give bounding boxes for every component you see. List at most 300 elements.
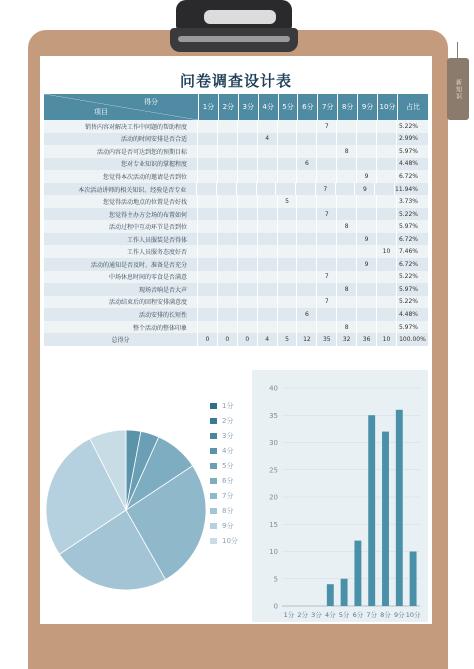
score-cell: 8 [337, 321, 357, 334]
legend-item [210, 503, 250, 518]
score-cell [237, 183, 257, 196]
survey-table [44, 94, 428, 346]
score-cell [198, 208, 218, 221]
score-cell [258, 271, 278, 284]
row-item-label: 整个活动的整体印象 [44, 321, 198, 334]
score-cell [297, 245, 317, 258]
score-cell [238, 258, 258, 271]
score-cell [317, 321, 337, 334]
score-cell [278, 170, 298, 183]
score-cell [278, 258, 298, 271]
score-cell [317, 220, 337, 233]
row-item-label: 活动的通知是否及时、准备是否充分 [44, 258, 198, 271]
score-cell [198, 245, 218, 258]
side-tag [447, 42, 469, 122]
row-item-label: 销售内容对解决工作中问题的帮助程度 [44, 120, 198, 133]
x-tick-label: 2分 [297, 611, 309, 619]
y-tick-label: 0 [273, 602, 278, 611]
score-cell: 5 [278, 195, 298, 208]
legend-swatch [210, 508, 217, 514]
score-cell: 0 [218, 333, 238, 346]
score-cell [276, 183, 296, 196]
clipboard-clip [170, 0, 298, 52]
score-cell [278, 308, 298, 321]
score-cell [357, 145, 377, 158]
x-tick-label: 3分 [311, 611, 322, 619]
legend-label: 7分 [222, 491, 234, 500]
score-cell [377, 208, 397, 221]
bar [396, 410, 403, 606]
row-percent: 100.00% [399, 336, 426, 344]
score-cell [297, 220, 317, 233]
score-cell [258, 296, 278, 309]
score-cell: 9 [357, 233, 377, 246]
table-row [44, 308, 428, 321]
row-percent: 4.48% [398, 160, 418, 168]
score-cell [377, 133, 397, 146]
score-cell [198, 133, 218, 146]
score-cell [297, 133, 317, 146]
score-cell [357, 271, 377, 284]
row-item-label: 现场音响是否大声 [44, 283, 198, 296]
score-cell [238, 271, 258, 284]
score-cell [238, 120, 258, 133]
x-tick-label: 5分 [338, 611, 350, 619]
x-tick-label: 1分 [283, 611, 295, 619]
score-cell [297, 170, 317, 183]
score-cell: 0 [198, 333, 218, 346]
score-cell [198, 308, 218, 321]
score-cell [258, 283, 278, 296]
score-cell: 8 [337, 283, 357, 296]
score-cell [297, 271, 317, 284]
score-cell [258, 158, 278, 171]
clip-slot [204, 10, 276, 24]
table-row [44, 296, 428, 309]
score-cell [258, 208, 278, 221]
score-cell [297, 321, 317, 334]
total-row [44, 333, 428, 346]
score-column-header: 5分 [279, 94, 299, 120]
legend-label: 10分 [222, 536, 238, 545]
score-cell: 7 [316, 183, 336, 196]
table-row [44, 245, 428, 258]
score-cell [278, 233, 298, 246]
score-cell [258, 245, 278, 258]
row-percent: 2.99% [398, 135, 418, 143]
clip-top [176, 0, 292, 30]
score-cell [357, 245, 377, 258]
legend-swatch [210, 433, 217, 439]
score-cell [198, 145, 218, 158]
row-item-label: 您觉得本次活动的邀请是否到位 [44, 170, 198, 183]
score-cell: 9 [357, 258, 377, 271]
score-cell [238, 321, 258, 334]
score-column-header: 8分 [338, 94, 358, 120]
score-cell [278, 133, 298, 146]
score-cell [357, 283, 377, 296]
score-cell [218, 296, 238, 309]
header-score-label: 得分 [144, 98, 158, 106]
y-tick-label: 20 [269, 493, 278, 502]
score-cell [238, 308, 258, 321]
score-cell [278, 220, 298, 233]
score-cell [258, 120, 278, 133]
score-cell [357, 308, 377, 321]
row-item-label: 中场休息时间的零食是否满意 [44, 271, 198, 284]
x-tick-label: 6分 [352, 611, 364, 619]
y-tick-label: 35 [269, 411, 278, 420]
row-item-label: 总得分 [44, 333, 198, 346]
score-cell [297, 208, 317, 221]
score-cell [317, 158, 337, 171]
score-cell [217, 183, 237, 196]
row-item-label: 本次活动讲师的相关知识、经验是否专业 [44, 183, 197, 196]
score-cell [377, 170, 397, 183]
score-cell [198, 321, 218, 334]
score-cell [317, 170, 337, 183]
y-tick-label: 25 [269, 466, 278, 475]
score-cell: 5 [278, 333, 298, 346]
score-cell: 7 [317, 271, 337, 284]
score-cell [238, 170, 258, 183]
score-column-headers [199, 94, 398, 120]
row-percent: 5.97% [398, 147, 418, 155]
score-cell [218, 195, 238, 208]
legend-item [210, 518, 250, 533]
score-cell [218, 308, 238, 321]
score-cell [238, 145, 258, 158]
bar [354, 541, 361, 606]
score-cell [377, 220, 397, 233]
score-cell [198, 258, 218, 271]
row-percent: 5.97% [398, 285, 418, 293]
score-cell: 12 [297, 333, 317, 346]
score-cell [357, 208, 377, 221]
legend-swatch [210, 463, 217, 469]
score-cell [198, 120, 218, 133]
legend-swatch [210, 403, 217, 409]
score-cell [218, 145, 238, 158]
row-item-label: 您觉得主办方会场的布置如何 [44, 208, 198, 221]
legend-swatch [210, 493, 217, 499]
score-cell [317, 145, 337, 158]
table-row [44, 120, 428, 133]
row-percent: 6.72% [398, 172, 418, 180]
score-cell [218, 271, 238, 284]
score-cell [297, 233, 317, 246]
bar [368, 415, 375, 606]
score-cell [337, 308, 357, 321]
score-cell: 6 [297, 308, 317, 321]
score-column-header: 9分 [358, 94, 378, 120]
score-cell: 6 [297, 158, 317, 171]
legend-item [210, 458, 250, 473]
row-item-label: 您觉得活动地点的位置是否好找 [44, 195, 198, 208]
score-cell [218, 233, 238, 246]
score-cell [337, 233, 357, 246]
score-cell [377, 308, 397, 321]
score-cell [218, 133, 238, 146]
row-item-label: 活动结束后的回程安排满意度 [44, 296, 198, 309]
bar [382, 432, 389, 606]
row-item-label: 活动安排的长短性 [44, 308, 198, 321]
legend-swatch [210, 478, 217, 484]
header-item-label: 项目 [94, 108, 108, 116]
score-cell: 9 [357, 170, 377, 183]
score-cell [297, 145, 317, 158]
score-cell: 7 [317, 120, 337, 133]
score-cell [218, 283, 238, 296]
y-tick-label: 10 [269, 548, 278, 556]
score-cell [198, 220, 218, 233]
row-percent: 5.97% [398, 323, 418, 331]
score-cell [377, 321, 397, 334]
score-cell [218, 258, 238, 271]
table-row [44, 208, 428, 221]
score-cell [278, 158, 298, 171]
score-cell [218, 120, 238, 133]
score-cell [198, 170, 218, 183]
score-cell [218, 208, 238, 221]
score-cell [278, 271, 298, 284]
score-cell [357, 158, 377, 171]
score-cell: 8 [337, 220, 357, 233]
score-cell [258, 145, 278, 158]
y-tick-label: 30 [269, 439, 278, 447]
row-percent: 5.22% [398, 273, 418, 281]
legend-swatch [210, 448, 217, 454]
score-cell [198, 283, 218, 296]
legend-item [210, 473, 250, 488]
legend-item [210, 428, 250, 443]
score-cell [317, 308, 337, 321]
score-cell: 36 [357, 333, 377, 346]
row-percent: 7.46% [398, 248, 418, 256]
score-cell [238, 245, 258, 258]
score-cell [357, 133, 377, 146]
y-tick-label: 40 [269, 384, 278, 393]
score-cell [258, 233, 278, 246]
score-cell: 0 [238, 333, 258, 346]
score-cell [218, 321, 238, 334]
score-cell [297, 296, 317, 309]
score-cell [198, 233, 218, 246]
score-cell [377, 145, 397, 158]
score-column-header: 10分 [378, 94, 398, 120]
score-cell [258, 220, 278, 233]
score-cell [317, 283, 337, 296]
score-cell: 35 [317, 333, 337, 346]
score-cell [238, 296, 258, 309]
row-percent: 5.22% [398, 122, 418, 130]
table-header [44, 94, 428, 120]
score-cell [257, 183, 277, 196]
row-percent: 5.97% [398, 223, 418, 231]
score-cell [297, 258, 317, 271]
table-row [44, 195, 428, 208]
score-cell [357, 195, 377, 208]
x-tick-label: 8分 [380, 611, 391, 619]
score-cell [278, 208, 298, 221]
row-percent: 4.48% [398, 310, 418, 318]
score-cell [218, 158, 238, 171]
row-item-label: 活动的时间安排是否合适 [44, 133, 198, 146]
bar-chart-svg [252, 370, 428, 622]
score-cell [258, 195, 278, 208]
score-column-header: 7分 [318, 94, 338, 120]
score-cell [317, 133, 337, 146]
row-item-label: 您对专业知识的掌握程度 [44, 158, 198, 171]
score-cell [357, 321, 377, 334]
score-cell [337, 258, 357, 271]
score-cell [337, 296, 357, 309]
score-cell [375, 183, 395, 196]
score-cell: 4 [258, 133, 278, 146]
table-row [44, 220, 428, 233]
score-cell: 9 [355, 183, 375, 196]
score-cell: 8 [337, 145, 357, 158]
legend-swatch [210, 418, 217, 424]
score-cell [238, 195, 258, 208]
page-title: 问卷调查设计表 [179, 72, 292, 90]
score-cell: 4 [258, 333, 278, 346]
score-cell [238, 158, 258, 171]
score-cell [337, 271, 357, 284]
legend-swatch [210, 523, 217, 529]
tag-text: 新知识 [454, 78, 462, 100]
score-cell [278, 321, 298, 334]
legend-label: 8分 [222, 506, 234, 515]
table-row [44, 158, 428, 171]
score-column-header: 6分 [298, 94, 318, 120]
row-percent: 6.72% [398, 260, 418, 268]
score-cell [377, 158, 397, 171]
legend-label: 2分 [222, 416, 234, 425]
score-cell [337, 195, 357, 208]
score-cell [377, 283, 397, 296]
score-cell [377, 258, 397, 271]
table-row [44, 283, 428, 296]
bar [341, 579, 348, 606]
row-item-label: 工作人员服务态度好否 [44, 245, 198, 258]
score-cell [317, 233, 337, 246]
score-cell [317, 258, 337, 271]
score-cell [198, 296, 218, 309]
score-cell [377, 296, 397, 309]
score-column-header: 2分 [219, 94, 239, 120]
score-cell: 7 [317, 208, 337, 221]
score-cell [278, 283, 298, 296]
score-column-header: 3分 [239, 94, 259, 120]
score-cell: 10 [377, 333, 397, 346]
legend-swatch [210, 538, 217, 544]
score-cell [317, 195, 337, 208]
score-cell [197, 183, 217, 196]
table-row [44, 258, 428, 271]
row-percent: 5.22% [398, 298, 418, 306]
score-column-header: 4分 [259, 94, 279, 120]
bar [410, 552, 417, 607]
table-body [44, 120, 428, 346]
score-cell [336, 183, 356, 196]
legend-label: 3分 [222, 431, 234, 440]
score-cell [377, 195, 397, 208]
score-cell [377, 271, 397, 284]
legend-item [210, 413, 250, 428]
row-percent: 6.72% [398, 235, 418, 243]
score-cell [377, 233, 397, 246]
score-cell [337, 245, 357, 258]
score-cell [258, 321, 278, 334]
x-tick-label: 7分 [366, 611, 378, 619]
y-tick-label: 5 [273, 575, 278, 584]
score-cell [297, 195, 317, 208]
score-cell [357, 220, 377, 233]
score-cell [337, 158, 357, 171]
pie-legend [210, 398, 250, 548]
legend-item [210, 443, 250, 458]
score-cell [198, 271, 218, 284]
table-row [44, 170, 428, 183]
score-cell [238, 208, 258, 221]
score-cell [198, 158, 218, 171]
clip-edge [178, 36, 290, 42]
score-cell [258, 308, 278, 321]
paper-sheet [40, 56, 432, 624]
score-cell [337, 133, 357, 146]
score-cell [218, 220, 238, 233]
legend-item [210, 398, 250, 413]
legend-label: 4分 [222, 446, 234, 455]
score-column-header: 1分 [199, 94, 219, 120]
legend-item [210, 533, 250, 548]
table-row [44, 271, 428, 284]
score-cell [337, 208, 357, 221]
score-cell [377, 120, 397, 133]
y-tick-label: 15 [269, 520, 278, 529]
row-item-label: 工作人员服装是否得体 [44, 233, 198, 246]
legend-label: 9分 [222, 521, 234, 530]
table-row [44, 183, 428, 196]
score-cell [258, 170, 278, 183]
header-percent-label: 占比 [405, 103, 420, 111]
score-cell [218, 245, 238, 258]
x-tick-label: 4分 [324, 611, 336, 619]
score-cell [278, 145, 298, 158]
table-row [44, 233, 428, 246]
score-cell [297, 120, 317, 133]
legend-label: 1分 [222, 401, 234, 410]
x-tick-label: 9分 [393, 611, 405, 619]
score-cell [296, 183, 316, 196]
x-tick-label: 10分 [405, 611, 421, 619]
score-cell [238, 220, 258, 233]
bar-chart [252, 370, 428, 622]
score-cell [258, 258, 278, 271]
header-diagonal-cell [44, 94, 199, 120]
score-cell [278, 296, 298, 309]
row-item-label: 活动内容是否可达到您的预期目标 [44, 145, 198, 158]
score-cell [357, 296, 377, 309]
score-cell [238, 233, 258, 246]
score-cell [218, 170, 238, 183]
score-cell [317, 245, 337, 258]
row-percent: 11.94% [395, 185, 418, 193]
legend-label: 5分 [222, 461, 234, 470]
legend-item [210, 488, 250, 503]
row-item-label: 活动过程中互动环节是否到位 [44, 220, 198, 233]
